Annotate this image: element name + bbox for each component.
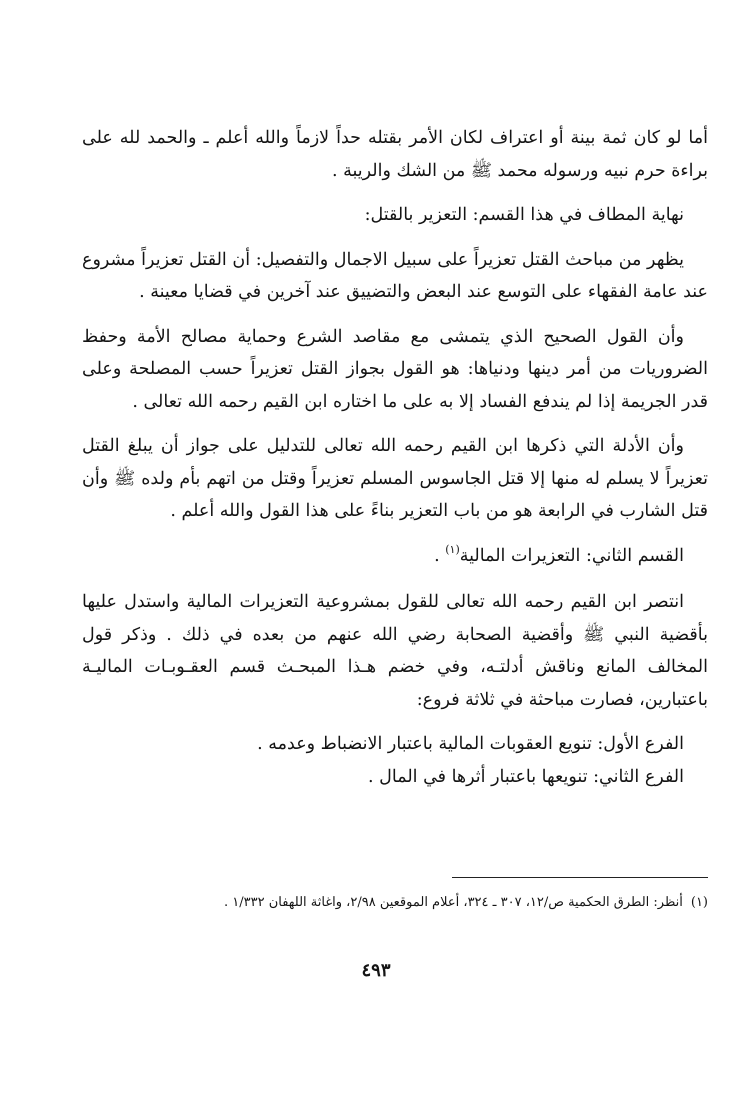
branch-list bbox=[82, 728, 708, 793]
footnote bbox=[82, 890, 708, 916]
page-number: ٤٩٣ bbox=[361, 960, 391, 981]
branch-item-2: الفرع الثاني: تنويعها باعتبار أثرها في المال . bbox=[368, 766, 684, 787]
main-text bbox=[82, 122, 708, 793]
paragraph-5: انتصر ابن القيم رحمه الله تعالى للقول بمشروعية التعزيرات المالية واستدل عليها بأقضية النبي ﷺ وأقضية الصحابة رضي الله عنهم من بعده في ذلك . وذكر قول المخالف المانع وناقش أدلتـه، وفي خضم هـذا المبحـث قسم العقـوبـات الماليـة باعتبارين، فصارت مباحثة في ثلاثة فروع: bbox=[82, 592, 708, 710]
paragraph-3: وأن القول الصحيح الذي يتمشى مع مقاصد الشرع وحماية مصالح الأمة وحفظ الضروريات من أمر دينها ودنياها: هو القول بجواز القتل تعزيراً حسب المصلحة وعلى قدر الجريمة إذا لم يندفع الفساد إلا به على ما اختاره ابن القيم رحمه الله تعالى . bbox=[82, 326, 708, 412]
footnote-number: (١) bbox=[690, 895, 708, 910]
section-two-heading bbox=[82, 540, 708, 575]
footnote-divider bbox=[452, 877, 708, 878]
footnote-reference: (١) bbox=[445, 542, 460, 556]
paragraph-4: وأن الأدلة التي ذكرها ابن القيم رحمه الله تعالى للتدليل على جواز أن يبلغ القتل تعزيراً لا يسلم له منها إلا قتل الجاسوس المسلم تعزيراً وقتل من اتهم بأم ولده ﷺ وأن قتل الشارب في الرابعة هو من باب التعزير بناءً على هذا القول والله أعلم . bbox=[82, 436, 708, 521]
section-two-title: القسم الثاني: التعزيرات المالية bbox=[459, 545, 684, 566]
paragraph-1: أما لو كان ثمة بينة أو اعتراف لكان الأمر بقتله حداً لازماً والله أعلم ـ والحمد لله على براءة حرم نبيه ورسوله محمد ﷺ من الشك والريبة . bbox=[82, 128, 708, 181]
section-two-period: . bbox=[434, 545, 446, 566]
footnote-text: أنظر: الطرق الحكمية ص/١٢، ٣٠٧ ـ ٣٢٤، أعلام الموقعين ٢/٩٨، واغاثة اللهفان ١/٣٣٢ . bbox=[223, 895, 683, 910]
branch-item-1: الفرع الأول: تنويع العقوبات المالية باعتبار الانضباط وعدمه . bbox=[257, 734, 684, 754]
paragraph-2: يظهر من مباحث القتل تعزيراً على سبيل الاجمال والتفصيل: أن القتل تعزيراً مشروع عند عامة الفقهاء على التوسع عند البعض والتضييق عند آخرين في قضايا معينة . bbox=[82, 249, 708, 302]
section-end-heading: نهاية المطاف في هذا القسم: التعزير بالقتل: bbox=[364, 205, 684, 225]
